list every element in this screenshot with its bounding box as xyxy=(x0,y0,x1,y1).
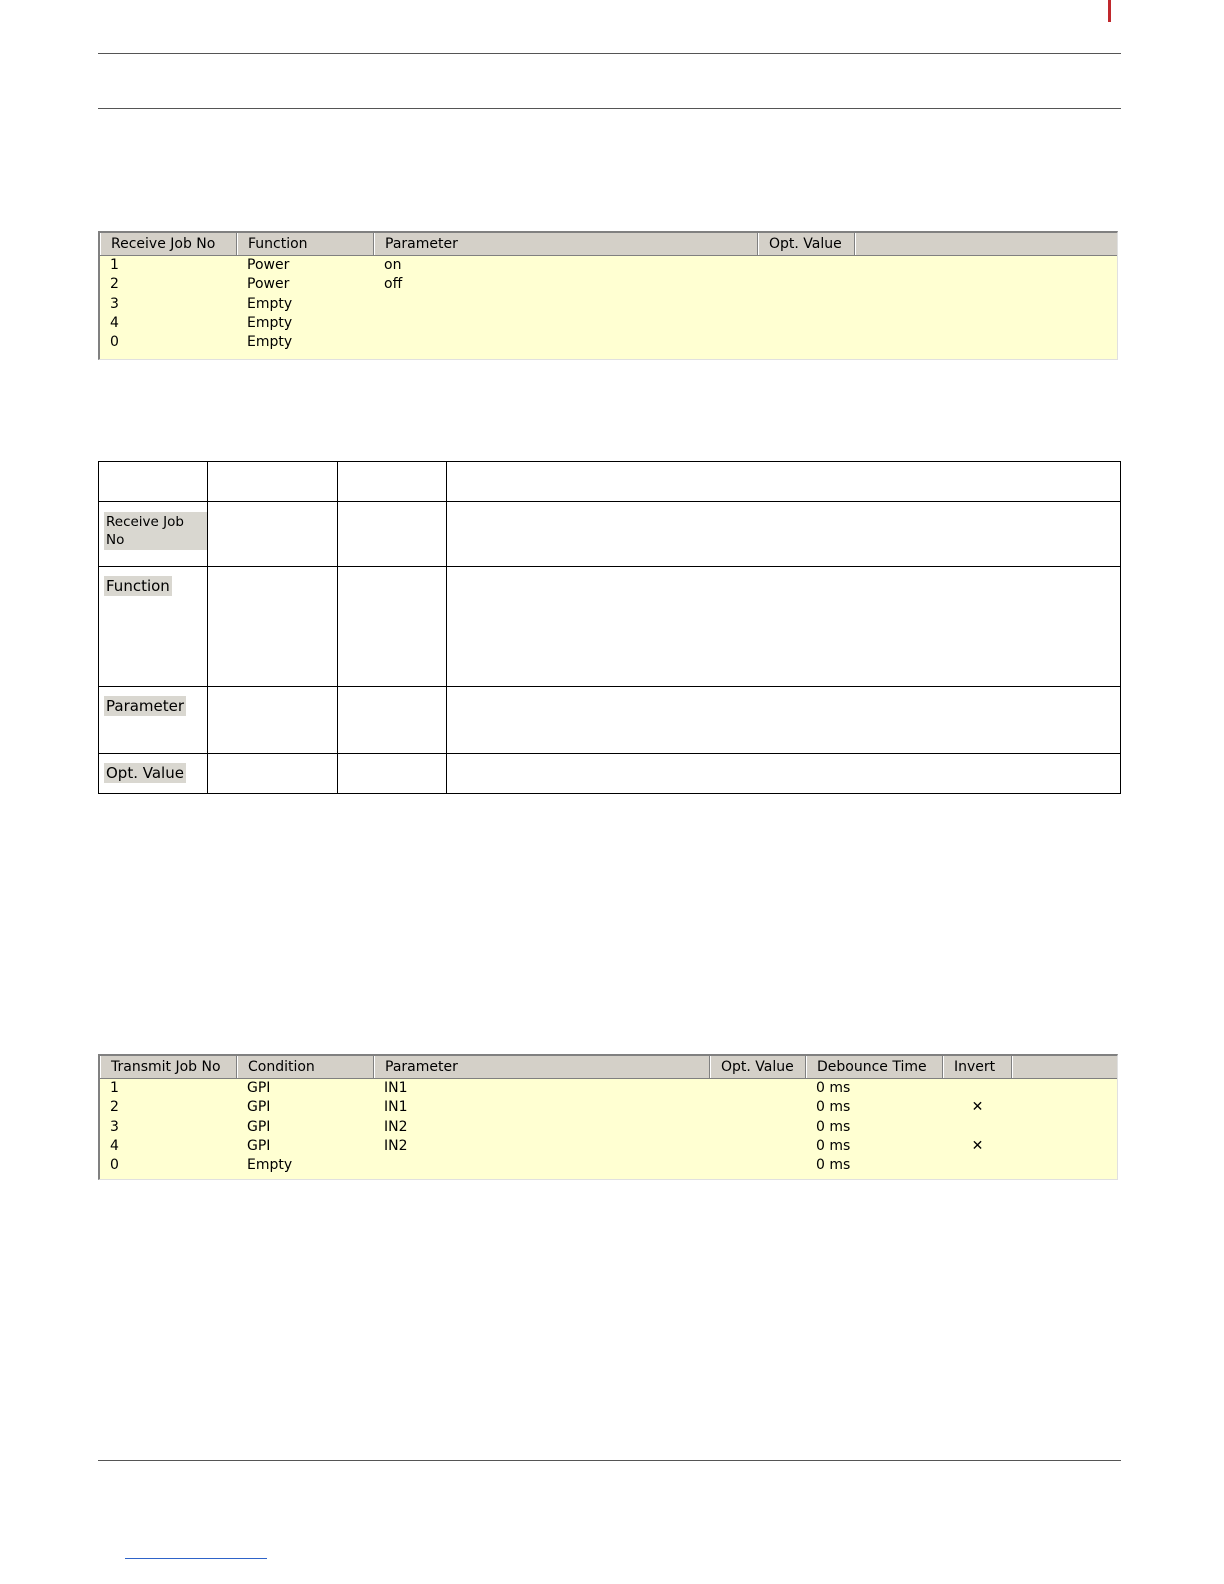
receive-job-list[interactable] xyxy=(98,231,1118,360)
cell-job-no: 3 xyxy=(110,1118,119,1135)
table-cell xyxy=(338,567,447,687)
cell-function: Power xyxy=(247,257,290,273)
list-row[interactable] xyxy=(100,1118,1117,1137)
column-header-invert[interactable]: Invert xyxy=(943,1056,1012,1078)
cell-opt-value xyxy=(758,256,855,275)
column-description-table xyxy=(98,461,1121,794)
column-header-opt-value[interactable]: Opt. Value xyxy=(758,233,855,255)
table-cell xyxy=(338,462,447,502)
footer-rule xyxy=(98,1460,1121,1461)
transmit-list-body xyxy=(100,1079,1117,1175)
column-header-transmit-job-no[interactable]: Transmit Job No xyxy=(100,1056,237,1078)
cell-parameter: IN2 xyxy=(384,1137,408,1154)
cell-job-no: 4 xyxy=(110,1137,119,1154)
receive-list-body xyxy=(100,256,1117,352)
cell-parameter: IN2 xyxy=(384,1118,408,1135)
cell-opt-value xyxy=(758,275,855,294)
cell-function: Power xyxy=(247,276,290,293)
cell-debounce-time: 0 ms xyxy=(816,1099,851,1116)
list-row[interactable] xyxy=(100,295,1117,314)
list-row[interactable] xyxy=(100,1156,1117,1175)
table-cell xyxy=(338,754,447,794)
footer-link-underline[interactable] xyxy=(125,1558,267,1559)
cell-parameter xyxy=(374,295,758,314)
table-cell xyxy=(447,462,1121,502)
cell-job-no: 1 xyxy=(110,257,119,273)
cell-opt-value xyxy=(710,1098,806,1117)
list-row[interactable] xyxy=(100,275,1117,294)
cell-opt-value xyxy=(758,295,855,314)
cell-function: Empty xyxy=(247,334,293,351)
column-header-parameter[interactable]: Parameter xyxy=(374,233,758,255)
cell-parameter: IN1 xyxy=(384,1080,408,1096)
table-cell xyxy=(99,502,208,567)
cell-job-no: 2 xyxy=(110,276,119,293)
cell-parameter: IN1 xyxy=(384,1099,408,1116)
label-parameter: Parameter xyxy=(106,697,185,715)
column-header-function[interactable]: Function xyxy=(237,233,374,255)
cell-parameter: off xyxy=(384,276,403,293)
column-header-debounce-time[interactable]: Debounce Time xyxy=(806,1056,943,1078)
table-cell xyxy=(99,687,208,754)
table-cell xyxy=(447,502,1121,567)
cell-opt-value xyxy=(710,1079,806,1098)
list-row[interactable] xyxy=(100,1137,1117,1156)
table-row xyxy=(99,502,1121,567)
column-header-filler xyxy=(855,233,1117,255)
table-cell xyxy=(338,687,447,754)
label-function: Function xyxy=(106,577,170,595)
transmit-job-list[interactable] xyxy=(98,1054,1118,1180)
cell-parameter xyxy=(374,333,758,352)
cell-invert xyxy=(943,1156,1012,1175)
cell-function: Empty xyxy=(247,295,293,312)
table-row xyxy=(99,567,1121,687)
cell-condition: GPI xyxy=(247,1118,271,1135)
cell-job-no: 0 xyxy=(110,334,119,351)
invert-check-icon[interactable]: ✕ xyxy=(971,1137,984,1154)
table-cell xyxy=(208,502,338,567)
table-cell xyxy=(447,687,1121,754)
list-row[interactable] xyxy=(100,314,1117,333)
list-row[interactable] xyxy=(100,333,1117,352)
cell-job-no: 3 xyxy=(110,295,119,312)
column-header-receive-job-no[interactable]: Receive Job No xyxy=(100,233,237,255)
page-edge-marker xyxy=(1108,0,1111,22)
header-rule-top xyxy=(98,53,1121,54)
cell-debounce-time: 0 ms xyxy=(816,1080,851,1096)
table-cell xyxy=(208,462,338,502)
cell-opt-value xyxy=(758,333,855,352)
cell-opt-value xyxy=(710,1137,806,1156)
cell-job-no: 2 xyxy=(110,1099,119,1116)
table-cell xyxy=(208,567,338,687)
list-row[interactable] xyxy=(100,1098,1117,1117)
column-header-condition[interactable]: Condition xyxy=(237,1056,374,1078)
cell-job-no: 0 xyxy=(110,1157,119,1174)
cell-job-no: 1 xyxy=(110,1080,119,1096)
cell-debounce-time: 0 ms xyxy=(816,1157,851,1174)
cell-function: Empty xyxy=(247,314,293,331)
table-cell xyxy=(338,502,447,567)
table-cell xyxy=(447,567,1121,687)
header-rule-bottom xyxy=(98,108,1121,109)
table-cell xyxy=(447,754,1121,794)
table-cell xyxy=(99,754,208,794)
list-row[interactable] xyxy=(100,1079,1117,1098)
column-header-parameter[interactable]: Parameter xyxy=(374,1056,710,1078)
label-opt-value: Opt. Value xyxy=(106,764,184,782)
cell-opt-value xyxy=(710,1156,806,1175)
cell-opt-value xyxy=(710,1118,806,1137)
table-row xyxy=(99,687,1121,754)
table-header-row xyxy=(99,462,1121,502)
cell-job-no: 4 xyxy=(110,314,119,331)
transmit-list-header xyxy=(100,1056,1117,1079)
cell-condition: GPI xyxy=(247,1099,271,1116)
receive-list-header xyxy=(100,233,1117,256)
table-cell xyxy=(208,754,338,794)
table-cell xyxy=(208,687,338,754)
cell-condition: GPI xyxy=(247,1137,271,1154)
cell-invert xyxy=(943,1079,1012,1098)
cell-debounce-time: 0 ms xyxy=(816,1137,851,1154)
cell-opt-value xyxy=(758,314,855,333)
table-row xyxy=(99,754,1121,794)
cell-condition: Empty xyxy=(247,1157,293,1174)
table-cell xyxy=(99,567,208,687)
column-header-filler xyxy=(1012,1056,1117,1078)
cell-condition: GPI xyxy=(247,1080,271,1096)
cell-parameter: on xyxy=(384,257,402,273)
cell-debounce-time: 0 ms xyxy=(816,1118,851,1135)
cell-parameter xyxy=(374,1156,710,1175)
list-row[interactable] xyxy=(100,256,1117,275)
column-header-opt-value[interactable]: Opt. Value xyxy=(710,1056,806,1078)
table-cell xyxy=(99,462,208,502)
cell-invert xyxy=(943,1118,1012,1137)
cell-parameter xyxy=(374,314,758,333)
invert-check-icon[interactable]: ✕ xyxy=(971,1099,984,1116)
label-receive-job-no: Receive Job No xyxy=(104,512,207,550)
